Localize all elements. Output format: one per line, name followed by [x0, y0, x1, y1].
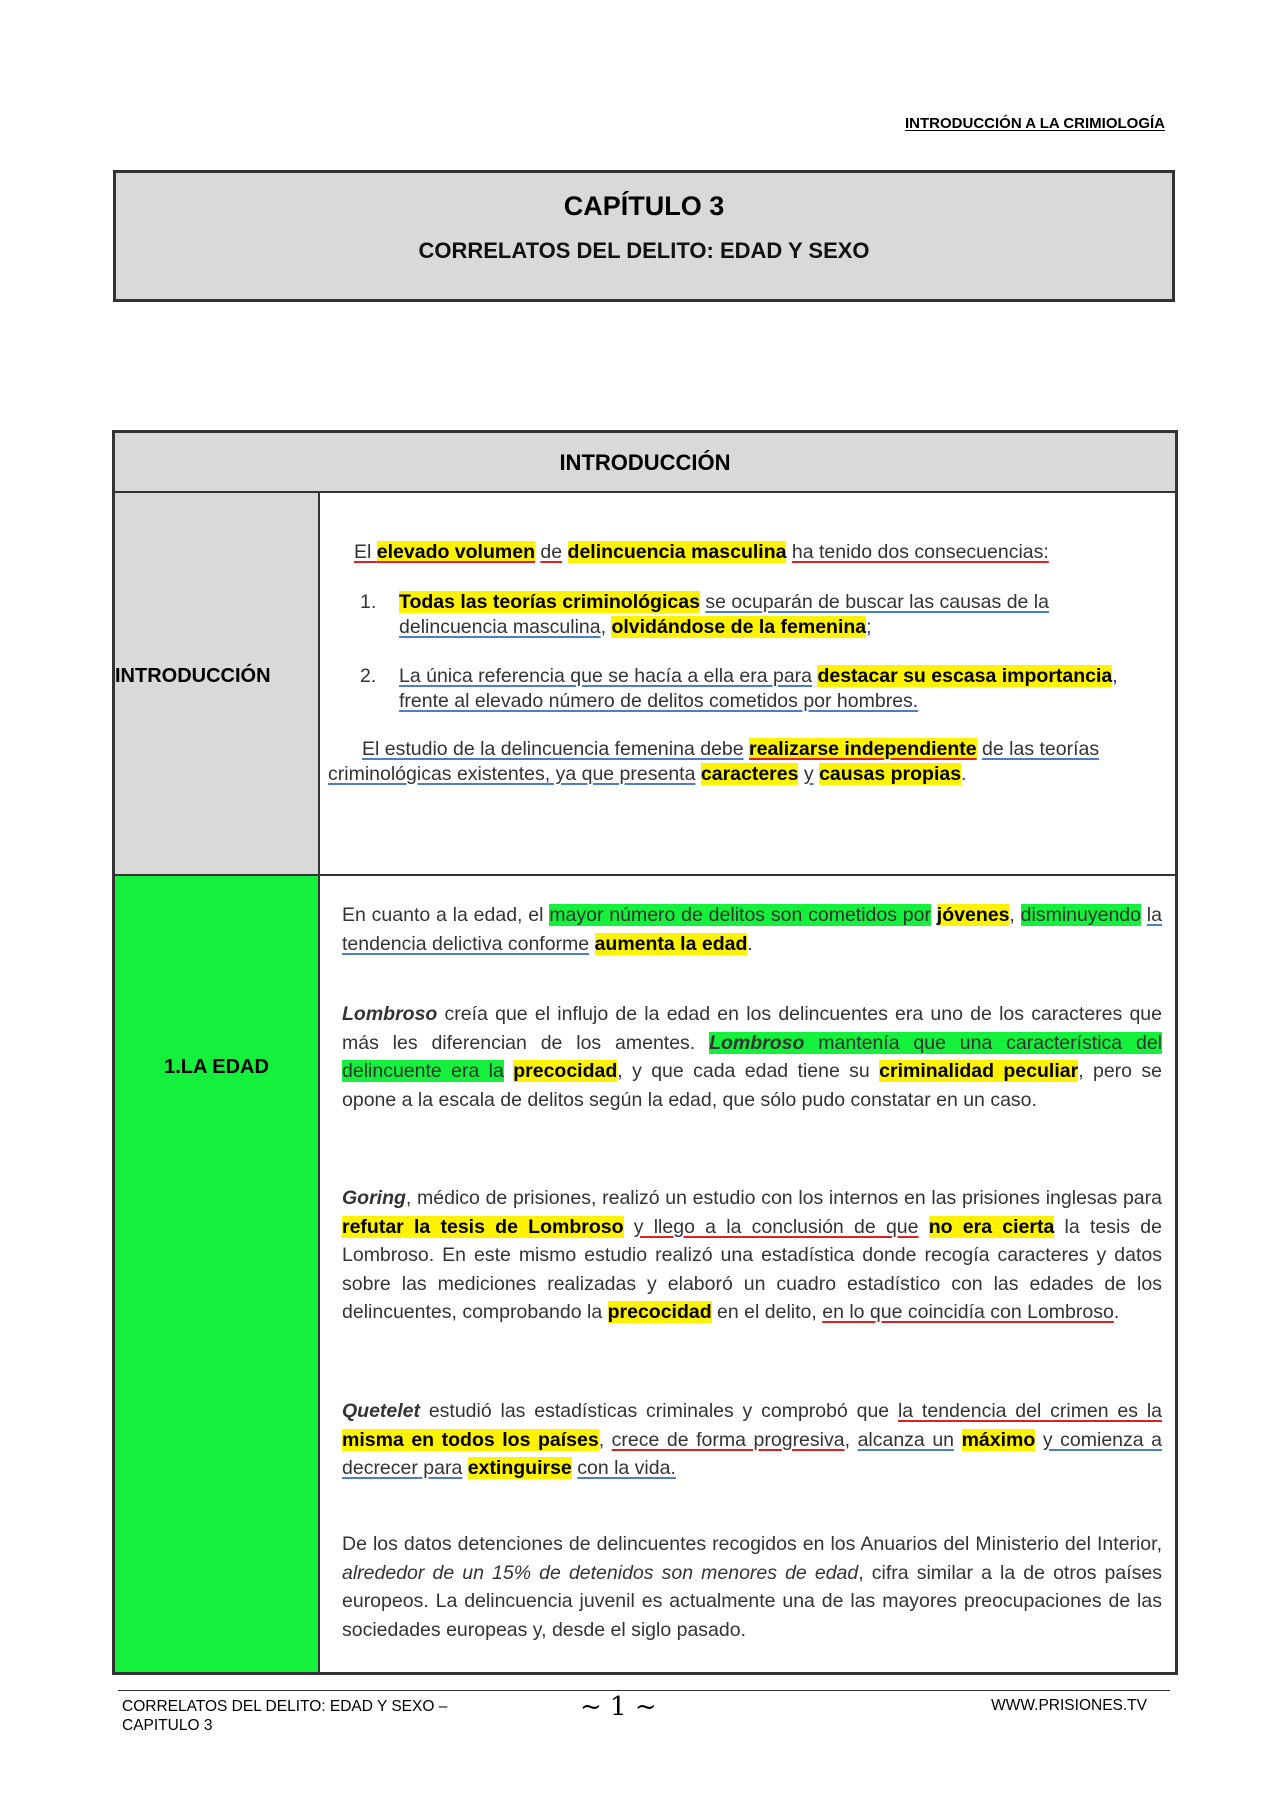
edad-paragraph-2: Lombroso creía que el influjo de la edad en los delincuentes era uno de los caracteres que más les diferencian de los amentes. Lombroso mantenía que una característica del delincuente era la precocidad, y que cada edad tiene su criminalidad peculiar, pero se opone a la escala de delitos según la edad, que sólo pudo constatar en un caso. [342, 1003, 1163, 1111]
row-label-intro: INTRODUCCIÓN [115, 665, 271, 687]
edad-paragraph-3: Goring, médico de prisiones, realizó un estudio con los internos en las prisiones inglesas para refutar la tesis de Lombroso y llego a la conclusión de que no era cierta la tesis de Lombroso. En este mismo estudio realizó una estadística donde recogía caracteres y datos sobre las mediciones realizadas y elaboró un cuadro estadístico con las edades de los delincuentes, comprobando la precocidad en el delito, en lo que coincidía con Lombroso. [342, 1187, 1162, 1323]
table-heading: INTRODUCCIÓN [115, 433, 1175, 493]
row-label-cell-edad [115, 876, 320, 1672]
footer-chapter-label: CORRELATOS DEL DELITO: EDAD Y SEXO – CAPITULO 3 [122, 1698, 448, 1734]
footer-divider [118, 1690, 1170, 1691]
row-label-edad: 1.LA EDAD [164, 1056, 269, 1078]
intro-list-item-2: 2. La única referencia que se hacía a ella era para destacar su escasa importancia, frente al elevado número de delitos cometidos por hombres. [360, 665, 1118, 712]
chapter-subtitle: CORRELATOS DEL DELITO: EDAD Y SEXO [418, 238, 870, 263]
footer-website: WWW.PRISIONES.TV [991, 1697, 1147, 1714]
intro-list-item-1: 1. Todas las teorías criminológicas se ocuparán de buscar las causas de la delincuencia masculina, olvidándose de la femenina; [360, 591, 1049, 638]
edad-paragraph-1: En cuanto a la edad, el mayor número de delitos son cometidos por jóvenes, disminuyendo la tendencia delictiva conforme aumenta la edad. [342, 904, 1162, 955]
edad-content-cell [320, 876, 1175, 1672]
chapter-number: CAPÍTULO 3 [563, 191, 725, 221]
chapter-title-box [113, 170, 1175, 302]
intro-content-cell [320, 493, 1175, 876]
intro-paragraph-1: El elevado volumen de delincuencia masculina ha tenido dos consecuencias: [354, 541, 1049, 563]
edad-paragraph-4: Quetelet estudió las estadísticas criminales y comprobó que la tendencia del crimen es la misma en todos los países, crece de forma progresiva, alcanza un máximo y comienza a decrecer para extinguirse con la vida. [342, 1400, 1162, 1479]
intro-paragraph-2: El estudio de la delincuencia femenina debe realizarse independiente de las teorías criminológicas existentes, ya que presenta caracteres y causas propias. [328, 738, 1100, 785]
running-header: INTRODUCCIÓN A LA CRIMIOLOGÍA [905, 115, 1165, 132]
content-table [112, 430, 1178, 1675]
page-number: ~ 1 ~ [580, 1692, 657, 1722]
edad-paragraph-5: De los datos detenciones de delincuentes recogidos en los Anuarios del Ministerio del Interior, alrededor de un 15% de detenidos son menores de edad, cifra similar a la de otros países europeos. La delincuencia juvenil es actualmente una de las mayores preocupaciones de las sociedades europeas y, desde el siglo pasado. [342, 1533, 1162, 1641]
row-label-cell-intro [115, 493, 320, 876]
